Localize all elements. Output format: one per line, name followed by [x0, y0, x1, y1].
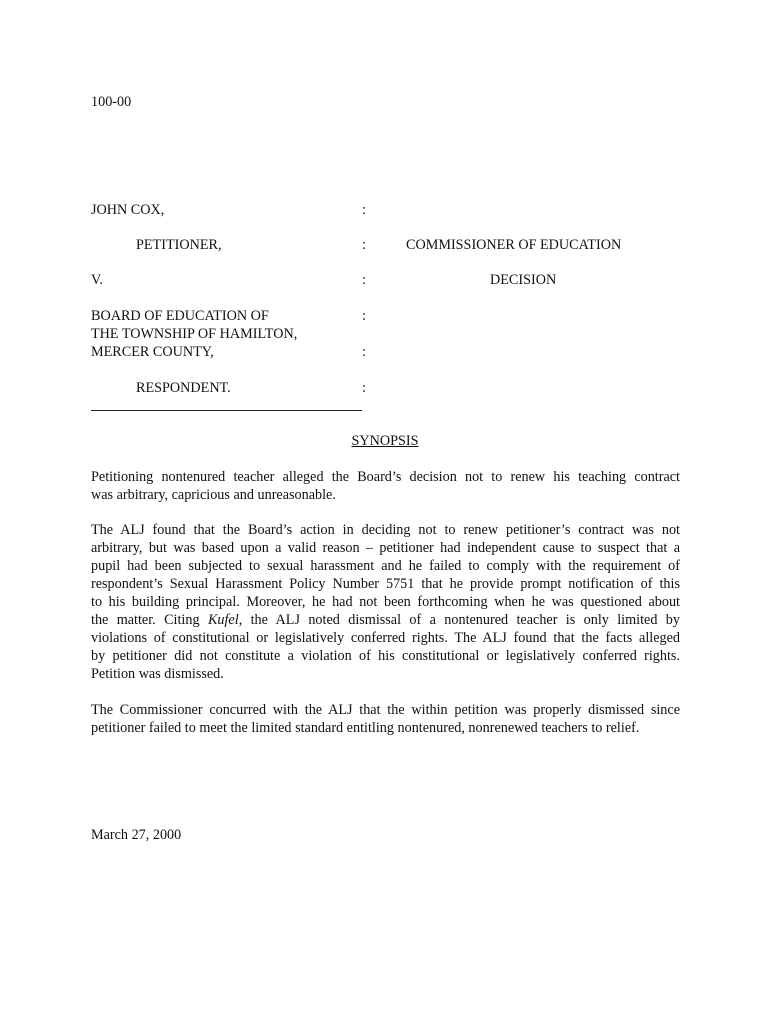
paragraph-line: pupil had been subjected to sexual harassment and he failed to comply with the requirement of	[91, 558, 680, 574]
paragraph-line: by petitioner did not constitute a violation of his constitutional or legislatively conferred rights.	[91, 648, 680, 664]
respondent-role: RESPONDENT.	[136, 380, 231, 396]
petitioner-role: PETITIONER,	[136, 237, 222, 253]
petitioner-name: JOHN COX,	[91, 202, 165, 218]
line-text: the matter. Citing	[91, 612, 208, 628]
caption-colon: :	[362, 308, 366, 324]
caption-colon: :	[362, 202, 366, 218]
agency-name: COMMISSIONER OF EDUCATION	[406, 237, 622, 253]
decision-date: March 27, 2000	[91, 827, 182, 843]
line-text: , the ALJ noted dismissal of a nontenured teacher is only limited by	[238, 612, 680, 628]
paragraph-line-with-citation	[91, 611, 680, 629]
versus: V.	[91, 272, 103, 288]
paragraph-line: petitioner failed to meet the limited standard entitling nontenured, nonrenewed teachers to relief.	[91, 720, 640, 736]
synopsis-paragraph-1	[91, 468, 680, 504]
paragraph-line: The Commissioner concurred with the ALJ that the within petition was properly dismissed since	[91, 702, 680, 718]
caption-colon: :	[362, 272, 366, 288]
docket-number: 100-00	[91, 94, 132, 110]
paragraph-line: to his building principal. Moreover, he had not been forthcoming when he was questioned about	[91, 594, 680, 610]
synopsis-heading: SYNOPSIS	[351, 433, 419, 449]
paragraph-line: arbitrary, but was based upon a valid reason – petitioner had independent cause to suspect that a	[91, 540, 680, 556]
paragraph-line: violations of constitutional or legislatively conferred rights. The ALJ found that the facts alleged	[91, 630, 680, 646]
caption-divider	[91, 410, 362, 411]
synopsis-paragraph-3	[91, 701, 680, 737]
paragraph-line: Petitioning nontenured teacher alleged the Board’s decision not to renew his teaching contract	[91, 469, 680, 485]
paragraph-line: The ALJ found that the Board’s action in deciding not to renew petitioner’s contract was not	[91, 522, 680, 538]
caption-colon: :	[362, 237, 366, 253]
respondent-line-2: THE TOWNSHIP OF HAMILTON,	[91, 326, 298, 342]
paragraph-line: was arbitrary, capricious and unreasonable.	[91, 487, 336, 503]
paragraph-line: Petition was dismissed.	[91, 666, 224, 682]
caption-colon: :	[362, 344, 366, 360]
respondent-line-1: BOARD OF EDUCATION OF	[91, 308, 269, 324]
caption-colon: :	[362, 380, 366, 396]
decision-label: DECISION	[490, 272, 557, 288]
case-citation: Kufel	[207, 612, 239, 628]
synopsis-paragraph-2	[91, 521, 680, 683]
respondent-line-3: MERCER COUNTY,	[91, 344, 214, 360]
paragraph-line: respondent’s Sexual Harassment Policy Number 5751 that he provide prompt notification of this	[91, 576, 680, 592]
